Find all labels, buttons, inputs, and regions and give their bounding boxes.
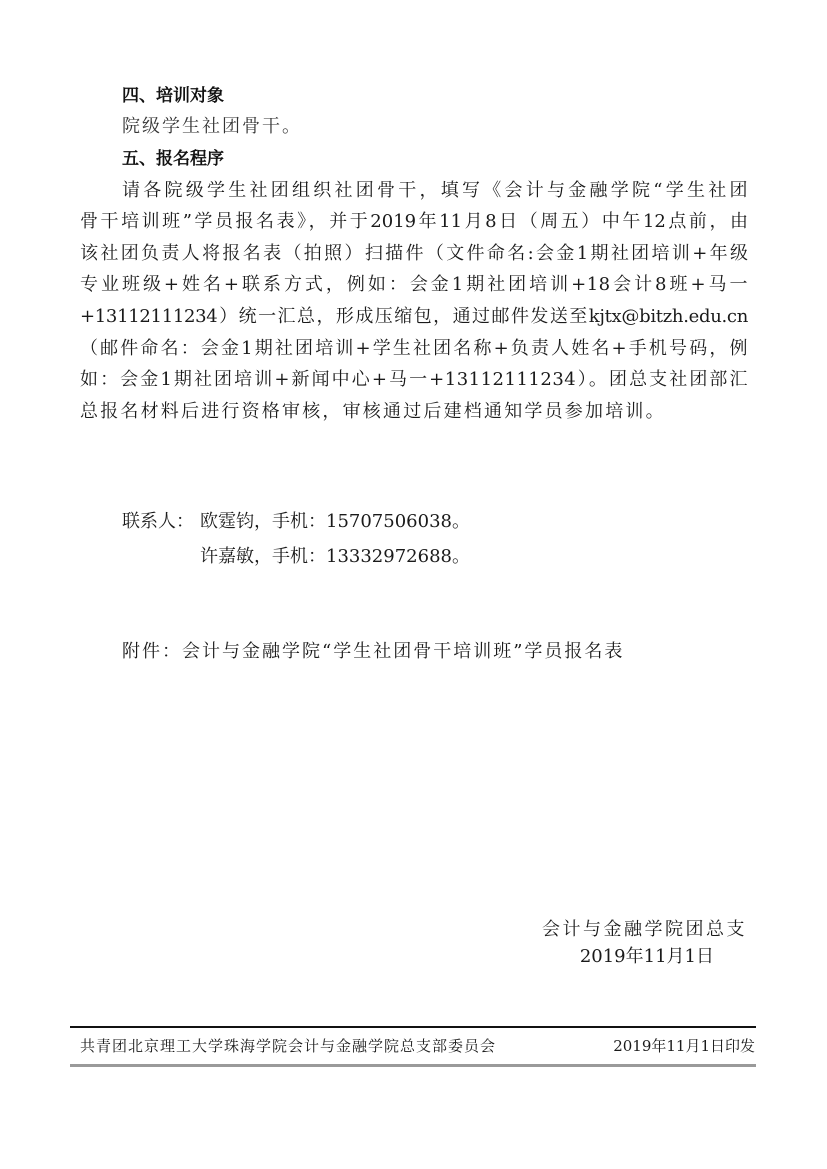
- contact-item: 欧霆钧，手机：15707506038。: [200, 511, 470, 532]
- section5-heading: 五、报名程序: [122, 149, 224, 169]
- signature-org: 会计与金融学院团总支: [542, 919, 747, 940]
- signature-date: 2019年11月1日: [579, 946, 714, 967]
- contacts-label: 联系人：: [122, 511, 194, 532]
- paragraph-line: 如：会金1期社团培训+新闻中心+马一+13112111234）。团总支社团部汇: [80, 369, 748, 390]
- paragraph-line: （邮件命名：会金1期社团培训+学生社团名称+负责人姓名+手机号码，例: [80, 338, 748, 359]
- paragraph-line: 总报名材料后进行资格审核，审核通过后建档通知学员参加培训。: [80, 401, 666, 422]
- paragraph-line: +13112111234）统一汇总，形成压缩包，通过邮件发送至kjtx@bitzh.edu.cn: [80, 306, 748, 327]
- paragraph-line: 骨干培训班”学员报名表》，并于2019年11月8日（周五）中午12点前，由: [80, 211, 748, 232]
- footer-rule-bottom: [70, 1064, 756, 1067]
- section4-body: 院级学生社团骨干。: [122, 116, 302, 137]
- paragraph-line: 专业班级+姓名+联系方式，例如：会金1期社团培训+18会计8班+马一: [80, 274, 748, 295]
- contact-item: 许嘉敏，手机：13332972688。: [200, 546, 470, 567]
- footer-rule-top: [70, 1026, 756, 1028]
- paragraph-line: 该社团负责人将报名表（拍照）扫描件（文件命名:会金1期社团培训+年级: [80, 243, 748, 264]
- section4-heading: 四、培训对象: [122, 86, 224, 106]
- attachment-note: 附件：会计与金融学院“学生社团骨干培训班”学员报名表: [122, 641, 625, 662]
- footer-issuer: 共青团北京理工大学珠海学院会计与金融学院总支部委员会: [80, 1037, 497, 1055]
- footer-issued-date: 2019年11月1日印发: [613, 1037, 755, 1055]
- paragraph-line: 请各院级学生社团组织社团骨干，填写《会计与金融学院“学生社团: [122, 180, 748, 201]
